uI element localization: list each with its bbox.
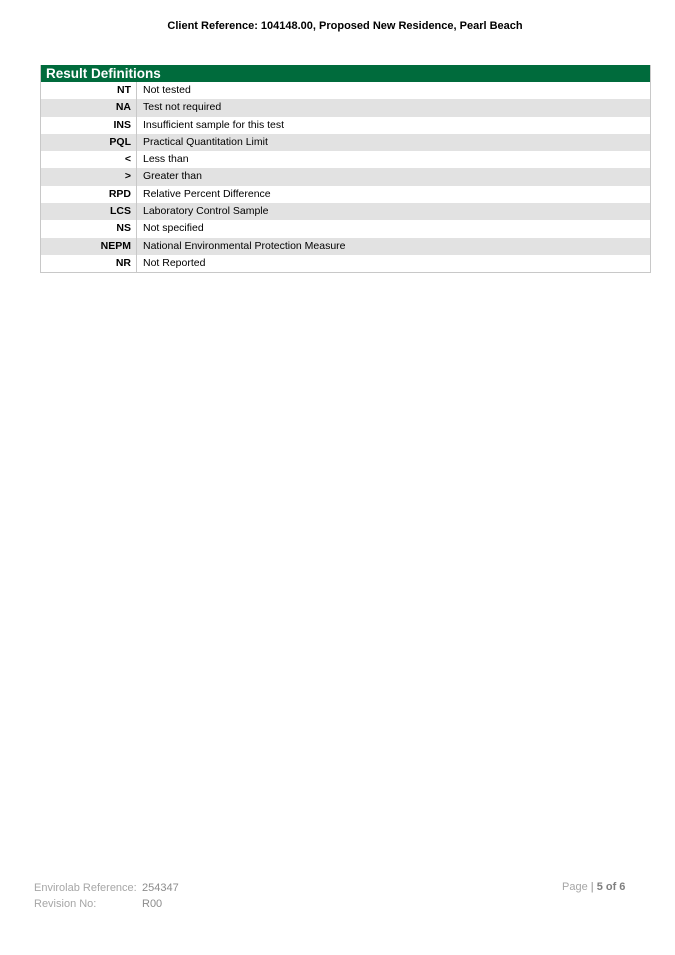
table-row [41, 134, 650, 151]
definition-code: INS [41, 117, 137, 134]
table-row [41, 168, 650, 185]
table-row [41, 82, 650, 99]
definition-description: National Environmental Protection Measure [143, 239, 346, 252]
definition-code: NR [41, 255, 137, 272]
table-row [41, 255, 650, 272]
table-row [41, 238, 650, 255]
revision-label: Revision No: [34, 898, 97, 910]
footer-reference-block [34, 880, 179, 912]
definition-description: Insufficient sample for this test [143, 118, 285, 131]
envirolab-reference-label: Envirolab Reference: [34, 882, 137, 894]
table-row [41, 203, 650, 220]
page-separator: | [590, 881, 594, 893]
revision-value: R00 [142, 898, 163, 910]
revision-line [34, 896, 179, 912]
definition-description: Practical Quantitation Limit [143, 135, 268, 148]
table-row [41, 117, 650, 134]
definition-code: NT [41, 82, 137, 99]
definition-code: NEPM [41, 238, 137, 255]
definition-code: LCS [41, 203, 137, 220]
definition-code: PQL [41, 134, 137, 151]
definition-code: NA [41, 99, 137, 116]
definition-description: Not specified [143, 222, 204, 235]
envirolab-reference-value: 254347 [142, 882, 179, 894]
table-row [41, 186, 650, 203]
client-reference: Client Reference: 104148.00, Proposed New Residence, Pearl Beach [167, 20, 523, 32]
definition-description: Greater than [143, 170, 202, 183]
result-definitions-title: Result Definitions [41, 65, 650, 82]
result-definitions-table [40, 65, 651, 273]
table-row [41, 151, 650, 168]
definition-description: Less than [143, 153, 189, 166]
page-number: 5 of 6 [596, 881, 626, 893]
definition-description: Not Reported [143, 256, 206, 269]
definition-description: Relative Percent Difference [143, 187, 271, 200]
definition-code: NS [41, 220, 137, 237]
definition-description: Laboratory Control Sample [143, 205, 269, 218]
definition-code: RPD [41, 186, 137, 203]
page-label: Page [562, 881, 588, 893]
definition-description: Test not required [143, 101, 222, 114]
page-indicator [562, 881, 625, 893]
table-row [41, 220, 650, 237]
table-row [41, 99, 650, 116]
definition-code: < [41, 151, 137, 168]
definition-description: Not tested [143, 84, 191, 96]
definition-code: > [41, 168, 137, 185]
envirolab-reference-line [34, 880, 179, 896]
